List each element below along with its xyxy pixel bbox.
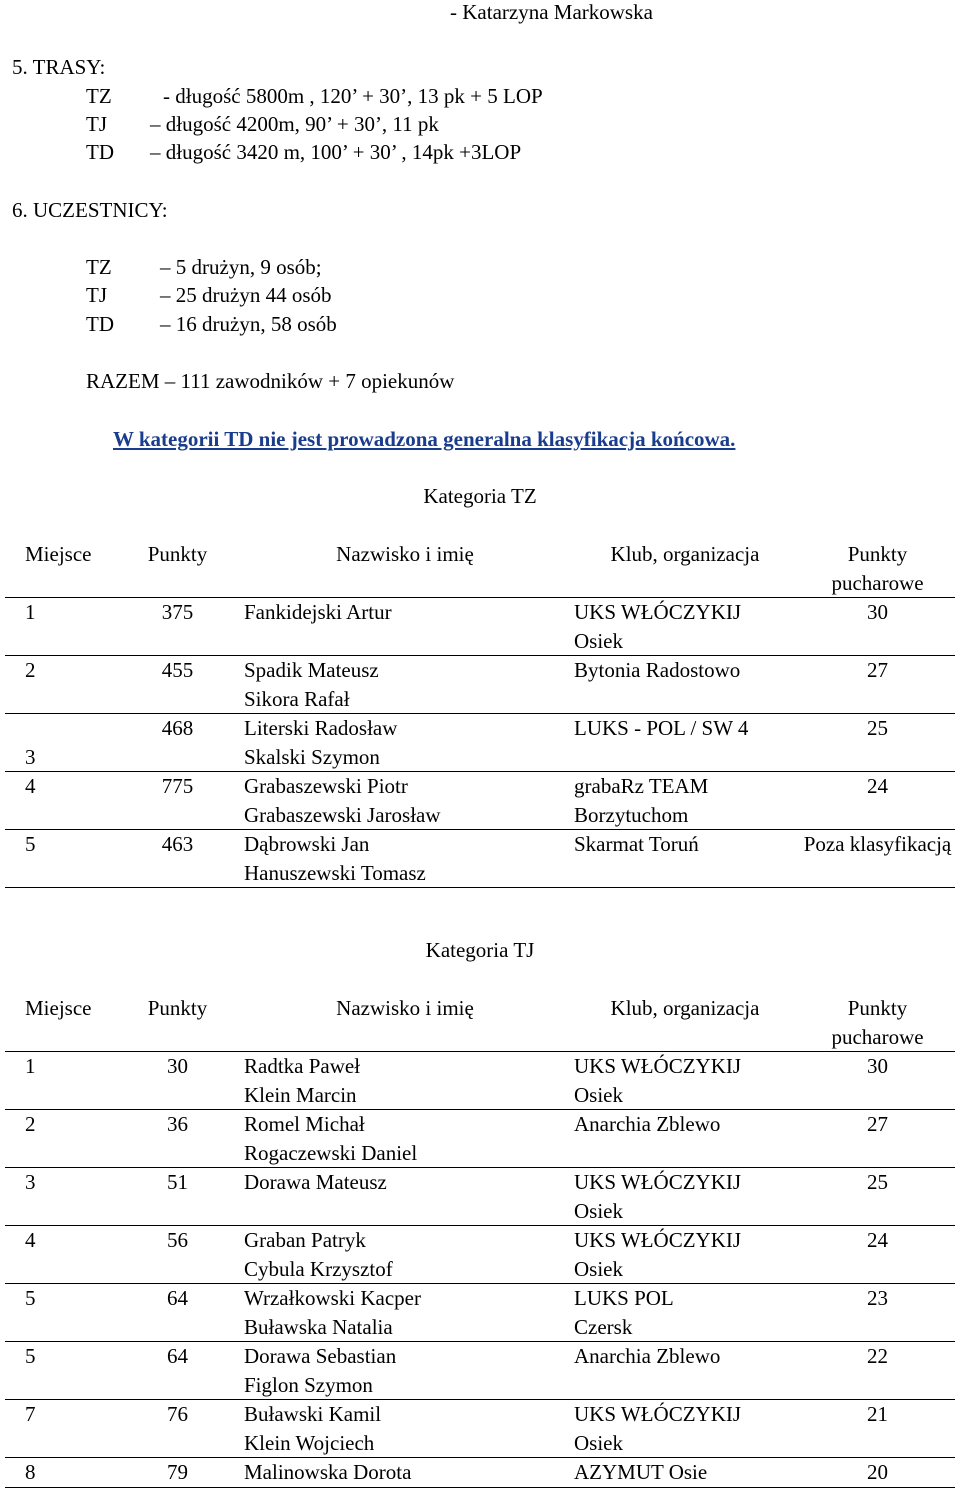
cell-place: 7 — [5, 1400, 115, 1458]
cell-cup-points: 22 — [800, 1342, 955, 1400]
table-row — [5, 1400, 955, 1458]
uczestnicy-desc: – 5 drużyn, 9 osób; — [160, 255, 322, 279]
table-row — [5, 714, 955, 772]
cell-cup-points: 23 — [800, 1284, 955, 1342]
cell-points: 30 — [115, 1052, 240, 1110]
uczestnicy-desc: – 25 drużyn 44 osób — [160, 283, 332, 307]
cell-names: Buławski Kamil Klein Wojciech — [240, 1400, 570, 1458]
cell-place: 3 — [5, 1168, 115, 1226]
table-row — [5, 1458, 955, 1488]
table-row — [5, 1110, 955, 1168]
cell-cup-points: Poza klasyfikacją — [800, 830, 955, 888]
cell-club: UKS WŁÓCZYKIJ Osiek — [570, 1052, 800, 1110]
col-header-points: Punkty — [115, 994, 240, 1052]
col-header-club: Klub, organizacja — [570, 994, 800, 1052]
cell-cup-points: 27 — [800, 656, 955, 714]
cell-place: 2 — [5, 656, 115, 714]
cell-names: Radtka Paweł Klein Marcin — [240, 1052, 570, 1110]
cell-points: 375 — [115, 598, 240, 656]
td-note: W kategorii TD nie jest prowadzona generalna klasyfikacja końcowa. — [113, 427, 736, 451]
cell-club: UKS WŁÓCZYKIJ Osiek — [570, 1168, 800, 1226]
cell-names: Spadik Mateusz Sikora Rafał — [240, 656, 570, 714]
cell-place: 8 — [5, 1458, 115, 1488]
cell-cup-points: 25 — [800, 714, 955, 772]
cell-place: 5 — [5, 1342, 115, 1400]
cell-place: 2 — [5, 1110, 115, 1168]
trasy-cat: TD — [86, 140, 114, 164]
cell-cup-points: 30 — [800, 598, 955, 656]
cell-place: 1 — [5, 598, 115, 656]
col-header-name: Nazwisko i imię — [240, 994, 570, 1052]
cell-cup-points: 30 — [800, 1052, 955, 1110]
cell-names: Dorawa Sebastian Figlon Szymon — [240, 1342, 570, 1400]
tz-table — [5, 540, 955, 888]
uczestnicy-cat: TD — [86, 312, 114, 336]
trasy-desc: – długość 3420 m, 100’ + 30’ , 14pk +3LOP — [150, 140, 522, 164]
cell-names: Grabaszewski Piotr Grabaszewski Jarosław — [240, 772, 570, 830]
cell-club: Skarmat Toruń — [570, 830, 800, 888]
table-row — [5, 598, 955, 656]
table-row — [5, 1284, 955, 1342]
cell-cup-points: 25 — [800, 1168, 955, 1226]
cell-points: 36 — [115, 1110, 240, 1168]
cell-names: Literski Radosław Skalski Szymon — [240, 714, 570, 772]
cell-cup-points: 27 — [800, 1110, 955, 1168]
cell-club: Anarchia Zblewo — [570, 1110, 800, 1168]
cell-points: 463 — [115, 830, 240, 888]
tj-title: Kategoria TJ — [425, 938, 535, 962]
cell-names: Malinowska Dorota — [240, 1458, 570, 1488]
cell-place: 5 — [5, 1284, 115, 1342]
cell-points: 56 — [115, 1226, 240, 1284]
cell-cup-points: 21 — [800, 1400, 955, 1458]
cell-cup-points: 24 — [800, 772, 955, 830]
tj-table — [5, 994, 955, 1488]
col-header-place: Miejsce — [5, 540, 115, 598]
tz-header-row — [5, 540, 955, 598]
author-line: - Katarzyna Markowska — [450, 0, 653, 24]
cell-points: 76 — [115, 1400, 240, 1458]
cell-names: Fankidejski Artur — [240, 598, 570, 656]
col-header-points: Punkty — [115, 540, 240, 598]
table-row — [5, 830, 955, 888]
cell-names: Romel Michał Rogaczewski Daniel — [240, 1110, 570, 1168]
tz-title: Kategoria TZ — [423, 484, 537, 508]
cell-points: 468 — [115, 714, 240, 772]
table-row — [5, 1226, 955, 1284]
cell-club: UKS WŁÓCZYKIJ Osiek — [570, 598, 800, 656]
cell-place: 4 — [5, 772, 115, 830]
cell-club: Bytonia Radostowo — [570, 656, 800, 714]
uczestnicy-heading: 6. UCZESTNICY: — [12, 198, 168, 222]
cell-place: 1 — [5, 1052, 115, 1110]
cell-names: Wrzałkowski Kacper Buławska Natalia — [240, 1284, 570, 1342]
table-row — [5, 1052, 955, 1110]
cell-points: 64 — [115, 1342, 240, 1400]
tj-header-row — [5, 994, 955, 1052]
cell-place: 3 — [5, 714, 115, 772]
trasy-desc: – długość 4200m, 90’ + 30’, 11 pk — [150, 112, 439, 136]
table-row — [5, 656, 955, 714]
cell-place: 5 — [5, 830, 115, 888]
cell-points: 455 — [115, 656, 240, 714]
cell-points: 51 — [115, 1168, 240, 1226]
cell-club: LUKS - POL / SW 4 — [570, 714, 800, 772]
cell-club: AZYMUT Osie — [570, 1458, 800, 1488]
cell-names: Dąbrowski Jan Hanuszewski Tomasz — [240, 830, 570, 888]
col-header-place: Miejsce — [5, 994, 115, 1052]
trasy-heading: 5. TRASY: — [12, 55, 106, 79]
cell-names: Dorawa Mateusz — [240, 1168, 570, 1226]
col-header-club: Klub, organizacja — [570, 540, 800, 598]
uczestnicy-cat: TJ — [86, 283, 107, 307]
uczestnicy-total: RAZEM – 111 zawodników + 7 opiekunów — [86, 369, 455, 393]
cell-points: 775 — [115, 772, 240, 830]
cell-cup-points: 20 — [800, 1458, 955, 1488]
cell-club: UKS WŁÓCZYKIJ Osiek — [570, 1400, 800, 1458]
cell-points: 64 — [115, 1284, 240, 1342]
trasy-cat: TZ — [86, 84, 112, 108]
col-header-name: Nazwisko i imię — [240, 540, 570, 598]
cell-club: Anarchia Zblewo — [570, 1342, 800, 1400]
uczestnicy-desc: – 16 drużyn, 58 osób — [160, 312, 337, 336]
table-row — [5, 1168, 955, 1226]
cell-club: LUKS POL Czersk — [570, 1284, 800, 1342]
cell-points: 79 — [115, 1458, 240, 1488]
cell-cup-points: 24 — [800, 1226, 955, 1284]
cell-club: UKS WŁÓCZYKIJ Osiek — [570, 1226, 800, 1284]
table-row — [5, 1342, 955, 1400]
cell-club: grabaRz TEAM Borzytuchom — [570, 772, 800, 830]
col-header-cup: Punkty pucharowe — [800, 540, 955, 598]
uczestnicy-cat: TZ — [86, 255, 112, 279]
cell-place: 4 — [5, 1226, 115, 1284]
trasy-desc: - długość 5800m , 120’ + 30’, 13 pk + 5 LOP — [163, 84, 543, 108]
col-header-cup: Punkty pucharowe — [800, 994, 955, 1052]
trasy-cat: TJ — [86, 112, 107, 136]
table-row — [5, 772, 955, 830]
cell-names: Graban Patryk Cybula Krzysztof — [240, 1226, 570, 1284]
